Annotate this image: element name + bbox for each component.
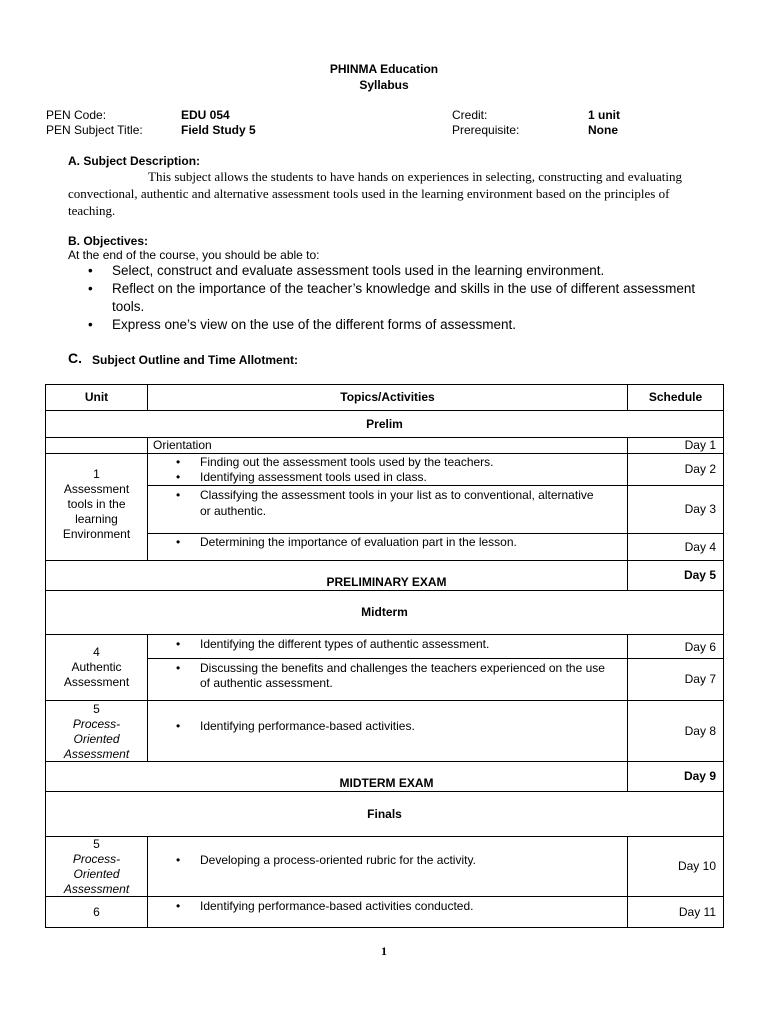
pen-code-value: EDU 054 [181,108,230,122]
topic-day-2: • Finding out the assessment tools used by the teachers. • Identifying assessment tools used in class. [147,453,628,486]
header-unit: Unit [45,384,148,411]
topic-day-6: • Identifying the different types of authentic assessment. [147,634,628,659]
orientation-topic: Orientation [147,437,628,454]
bullet: • [176,637,181,651]
objective-item: • Select, construct and evaluate assessment tools used in the learning environment. [88,263,605,278]
section-c-letter: C. [68,350,82,366]
day-5: Day 5 [627,560,724,591]
section-a-heading: A. Subject Description: [68,154,201,168]
preliminary-exam: PRELIMINARY EXAM [45,560,628,591]
bullet: • [176,470,181,484]
topic-day-7: • Discussing the benefits and challenges the teachers experienced on the use of authentic assessment. [147,658,628,701]
page-number: 1 [381,944,387,958]
day-1: Day 1 [627,437,724,454]
term-prelim: Prelim [45,410,724,438]
topic-day-10: • Developing a process-oriented rubric for the activity. [147,836,628,897]
pen-code-label: PEN Code: [46,108,107,122]
bullet: • [176,853,181,867]
bullet: • [176,719,181,733]
objective-item: • Reflect on the importance of the teacher’s knowledge and skills in the use of different assessment tools. [88,281,696,314]
subject-description: This subject allows the students to have hands on experiences in selecting, constructing and evaluating convectional, authentic and alternative assessment tools used in the learning environment based on the principles of teaching. [68,169,682,218]
subject-title-value: Field Study 5 [181,123,256,137]
credit-label: Credit: [452,108,488,122]
topic-day-3: • Classifying the assessment tools in your list as to conventional, alternative or authentic. [147,485,628,534]
term-finals: Finals [45,791,724,837]
org-title: PHINMA Education [329,62,439,76]
day-2: Day 2 [627,453,724,486]
empty-unit-cell [45,437,148,454]
bullet: • [176,535,181,549]
unit-6-cell: 6 [45,896,148,928]
section-c-heading: Subject Outline and Time Allotment: [92,353,299,367]
header-topics: Topics/Activities [147,384,628,411]
day-6: Day 6 [627,634,724,659]
prerequisite-value: None [588,123,618,137]
bullet: • [88,317,93,332]
day-11: Day 11 [627,896,724,928]
day-9: Day 9 [627,761,724,792]
topic-day-11: • Identifying performance-based activities conducted. [147,896,628,928]
bullet: • [176,661,181,675]
bullet: • [176,488,181,502]
term-midterm: Midterm [45,590,724,635]
doc-title: Syllabus [359,78,409,92]
credit-value: 1 unit [588,108,620,122]
unit-4-cell: 4 Authentic Assessment [45,634,148,701]
unit-1-cell: 1 Assessment tools in the learning Environment [45,453,148,561]
day-7: Day 7 [627,658,724,701]
day-3: Day 3 [627,485,724,534]
objective-item: • Express one’s view on the use of the different forms of assessment. [88,317,516,332]
day-8: Day 8 [627,700,724,762]
bullet: • [176,455,181,469]
header-schedule: Schedule [627,384,724,411]
section-b-heading: B. Objectives: [68,234,149,248]
prerequisite-label: Prerequisite: [452,123,520,137]
day-4: Day 4 [627,533,724,561]
objectives-list [68,262,728,334]
objectives-intro: At the end of the course, you should be able to: [68,248,320,262]
unit-5-finals-cell: 5 Process- Oriented Assessment [45,836,148,897]
bullet: • [88,281,93,296]
topic-day-8: • Identifying performance-based activities. [147,700,628,762]
topic-day-4: • Determining the importance of evaluation part in the lesson. [147,533,628,561]
bullet: • [176,899,181,913]
bullet: • [88,263,93,278]
unit-5-cell: 5 Process- Oriented Assessment [45,700,148,762]
day-10: Day 10 [627,836,724,897]
midterm-exam: MIDTERM EXAM [45,761,628,792]
subject-title-label: PEN Subject Title: [46,123,143,137]
